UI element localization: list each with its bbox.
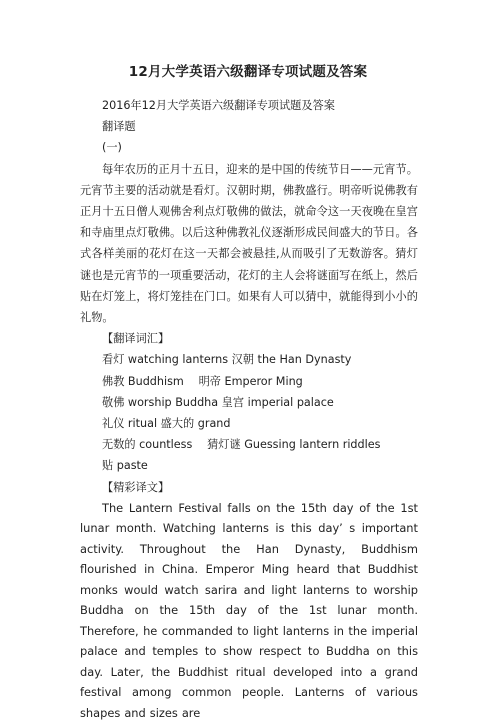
vocab-heading: 【翻译词汇】 [102,332,170,346]
subtitle: 2016年12月大学英语六级翻译专项试题及答案 [102,99,335,112]
section-heading: 翻译题 [102,120,136,134]
part-label: (一) [102,141,122,155]
document-title: 12月大学英语六级翻译专项试题及答案 [128,64,368,80]
vocab-line: 无数的 countless 猜灯谜 Guessing lantern riddles [102,438,381,452]
vocab-line: 佛教 Buddhism 明帝 Emperor Ming [102,374,303,388]
vocab-line: 敬佛 worship Buddha 皇宫 imperial palace [102,395,334,409]
vocab-line: 贴 paste [102,459,148,473]
vocab-line: 看灯 watching lanterns 汉朝 the Han Dynasty [102,353,352,367]
chinese-paragraph: 每年农历的正月十五日，迎来的是中国的传统节日——元宵节。元宵节主要的活动就是看灯。汉朝时期，佛教盛行。明帝听说佛教有正月十五日僧人观佛舍利点灯敬佛的做法，就命令这一天夜晚在皇宫和寺庙里点灯敬佛。以后这种佛教礼仪逐渐形成民间盛大的节日。各式各样美丽的花灯在这一天都会被悬挂,从而吸引了无数游客。猜灯谜也是元宵节的一项重要活动，花灯的主人会将谜面写在纸上，然后贴在灯笼上，将灯笼挂在门口。如果有人可以猜中，就能得到小小的礼物。 [80,162,418,325]
vocab-line: 礼仪 ritual 盛大的 grand [102,417,231,431]
translation-heading: 【精彩译文】 [102,480,170,494]
english-paragraph: The Lantern Festival falls on the 15th day of the 1st lunar month. Watching lanterns is this day’ s important activity. Throughout the Han Dynasty, Buddhism flourished in China. Emperor Ming heard that Buddhist monks would watch sarira and light lanterns to worship Buddha on the 15th day of the 1st lunar month. Therefore, he commanded to light lanterns in the imperial palace and temples to show respect to Buddha on this day. Later, the Buddhist ritual developed into a grand festival among common people. Lanterns of various shapes and sizes are [80,500,418,720]
document-body [80,95,418,723]
